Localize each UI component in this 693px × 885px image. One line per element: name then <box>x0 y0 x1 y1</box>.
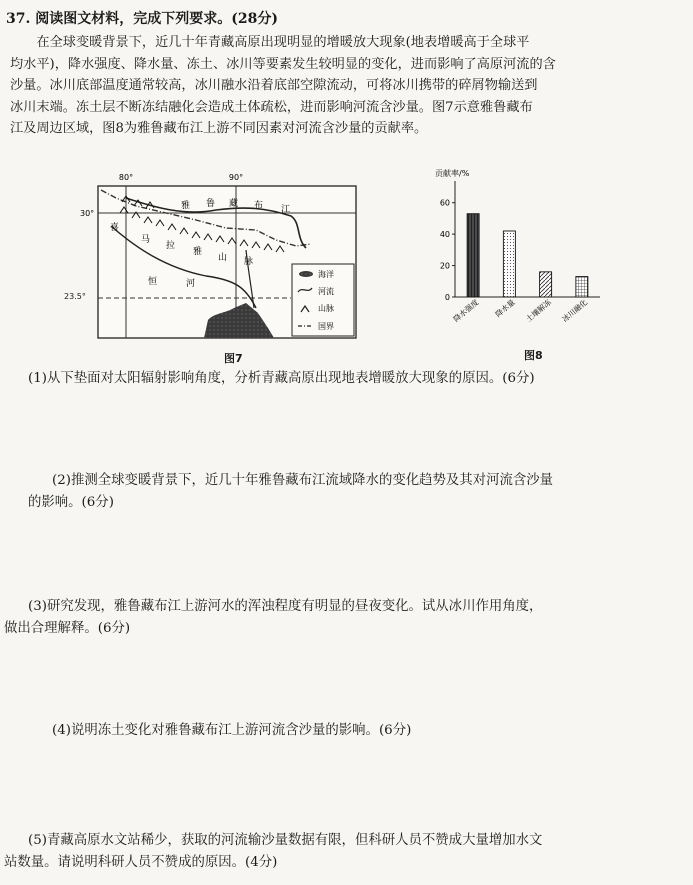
sub-question-line: (3)研究发现，雅鲁藏布江上游河水的浑浊程度有明显的昼夜变化。试从冰川作用角度， <box>28 599 543 614</box>
y-tick-label: 40 <box>439 230 450 240</box>
figure7-caption: 图7 <box>224 352 243 365</box>
place-himalaya: 雅 <box>193 247 203 257</box>
x-category-label: 降水量 <box>493 297 517 319</box>
figure8-chart <box>425 160 615 340</box>
lon-label-80: 80° <box>118 173 134 182</box>
lon-label-90: 90° <box>228 173 244 182</box>
material-line: 冰川末端。冻土层不断冻结融化会造成土体疏松，进而影响河流含沙量。图7示意雅鲁藏布 <box>10 99 533 115</box>
place-himalaya: 喜 <box>110 223 120 233</box>
place-himalaya: 马 <box>141 235 151 245</box>
sub-question-5 <box>4 830 669 874</box>
place-ganges: 恒 <box>148 277 158 287</box>
sub-question-1 <box>28 368 693 390</box>
legend-label: 山脉 <box>318 304 334 313</box>
lat-label-23: 23.5° <box>64 292 86 301</box>
bar-1 <box>467 214 479 297</box>
chart-ticks <box>440 199 455 302</box>
material-text <box>10 32 682 140</box>
y-tick-label: 0 <box>444 293 450 302</box>
bar-4 <box>576 277 588 297</box>
legend-label: 海洋 <box>318 270 334 279</box>
sub-question-4 <box>28 720 693 742</box>
lat-label-30: 30° <box>80 209 95 218</box>
figure7-map <box>80 168 366 343</box>
sub-question-line: 做出合理解释。(6分) <box>4 621 131 636</box>
place-yarlung: 鲁 <box>206 199 216 209</box>
place-yarlung: 雅 <box>181 201 191 211</box>
sub-question-line: (2)推测全球变暖背景下，近几十年雅鲁藏布江流域降水的变化趋势及其对河流含沙量 <box>52 473 554 488</box>
x-category-label: 冰川融化 <box>560 297 590 324</box>
bar-2 <box>503 231 515 297</box>
sub-question-line: 站数量。请说明科研人员不赞成的原因。(4分) <box>4 855 278 870</box>
x-category-label: 土壤解冻 <box>524 297 553 324</box>
place-ganges: 河 <box>186 279 196 289</box>
y-tick-label: 20 <box>439 261 450 271</box>
x-category-label: 降水强度 <box>451 297 481 324</box>
legend-label: 国界 <box>318 322 334 331</box>
chart-bars <box>467 214 588 297</box>
material-line: 在全球变暖背景下，近几十年青藏高原出现明显的增暖放大现象(地表增暖高于全球平 <box>36 35 530 50</box>
material-line: 江及周边区域，图8为雅鲁藏布江上游不同因素对河流含沙量的贡献率。 <box>10 121 428 136</box>
figure8-caption: 图8 <box>524 349 543 362</box>
place-yarlung: 藏 <box>229 199 239 209</box>
material-line: 均水平)，降水强度、降水量、冻土、冰川等要素发生较明显的变化，进而影响了高原河流的含 <box>10 56 556 72</box>
material-line: 沙量。冰川底部温度通常较高，冰川融水沿着底部空隙流动，可将冰川携带的碎屑物输送到 <box>10 78 538 93</box>
y-axis-title: 贡献率/% <box>435 169 470 178</box>
legend-ocean-symbol <box>299 271 313 277</box>
sub-question-3 <box>4 596 669 640</box>
question-header: 37. 阅读图文材料，完成下列要求。(28分) <box>6 11 278 27</box>
place-yarlung: 布 <box>254 201 264 211</box>
sub-question-line: 的影响。(6分) <box>28 495 114 510</box>
place-himalaya: 脉 <box>244 257 254 267</box>
legend-label: 河流 <box>318 287 334 296</box>
sub-question-line: (4)说明冻土变化对雅鲁藏布江上游河流含沙量的影响。(6分) <box>52 723 412 738</box>
y-tick-label: 60 <box>439 198 450 208</box>
place-yarlung: 江 <box>281 205 291 215</box>
bar-3 <box>540 272 552 297</box>
place-himalaya: 山 <box>218 253 228 263</box>
map-legend <box>292 264 354 336</box>
chart-categories <box>451 297 590 324</box>
sub-question-line: (5)青藏高原水文站稀少，获取的河流输沙量数据有限，但科研人员不赞成大量增加水文 <box>28 833 543 848</box>
place-himalaya: 拉 <box>166 241 176 251</box>
sub-question-line: (1)从下垫面对太阳辐射影响角度，分析青藏高原出现地表增暖放大现象的原因。(6分) <box>28 371 535 386</box>
sub-question-2 <box>28 470 693 514</box>
